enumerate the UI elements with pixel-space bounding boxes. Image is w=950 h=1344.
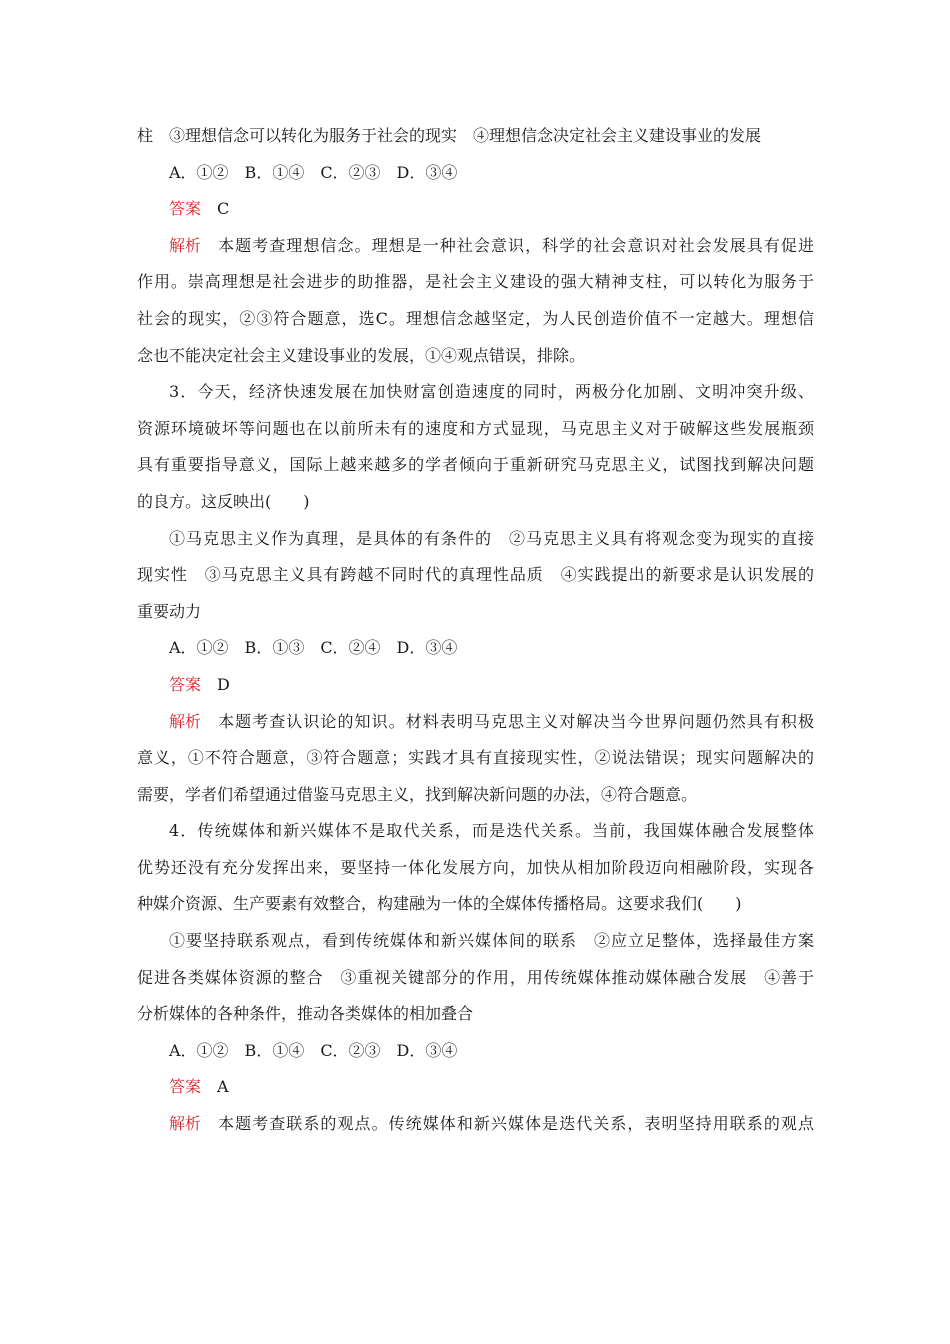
answer-label: 答案 [169, 674, 202, 694]
document-page [137, 118, 814, 1143]
text-line: 分析媒体的各种条件，推动各类媒体的相加叠合 [137, 1004, 474, 1024]
text-line: 促进各类媒体资源的整合 ③重视关键部分的作用，用传统媒体推动媒体融合发展 ④善于 [137, 967, 814, 987]
answer-value: D [217, 674, 230, 694]
text-line: 重要动力 [137, 601, 202, 621]
answer-line [137, 1069, 814, 1106]
analysis-label: 解析 [169, 1114, 202, 1134]
text-line: 现实性 ③马克思主义具有跨越不同时代的真理性品质 ④实践提出的新要求是认识发展的 [137, 565, 814, 585]
analysis-text: 本题考查理想信念。理想是一种社会意识，科学的社会意识对社会发展具有促进 [217, 235, 814, 255]
text-line: 念也不能决定社会主义建设事业的发展，①④观点错误，排除。 [137, 345, 586, 365]
text-line: A．①② B．①④ C．②③ D．③④ [169, 162, 458, 182]
text-line: 种媒介资源、生产要素有效整合，构建融为一体的全媒体传播格局。这要求我们( ) [137, 894, 742, 914]
analysis-line [137, 228, 814, 265]
text-line: ①马克思主义作为真理，是具体的有条件的 ②马克思主义具有将观念变为现实的直接 [169, 528, 814, 548]
text-line: 资源环境破坏等问题也在以前所未有的速度和方式显现，马克思主义对于破解这些发展瓶颈 [137, 418, 814, 438]
answer-value: C [217, 199, 230, 219]
analysis-label: 解析 [169, 711, 202, 731]
analysis-text: 本题考查认识论的知识。材料表明马克思主义对解决当今世界问题仍然具有积极 [217, 711, 814, 731]
answer-value: A [217, 1077, 229, 1097]
text-line: 3．今天，经济快速发展在加快财富创造速度的同时，两极分化加剧、文明冲突升级、 [169, 382, 814, 402]
answer-label: 答案 [169, 1077, 202, 1097]
answer-label: 答案 [169, 199, 202, 219]
text-line: 的良方。这反映出( ) [137, 491, 310, 511]
answer-line [137, 191, 814, 228]
analysis-label: 解析 [169, 235, 202, 255]
text-line: 具有重要指导意义，国际上越来越多的学者倾向于重新研究马克思主义，试图找到解决问题 [137, 455, 814, 475]
text-line: 需要，学者们希望通过借鉴马克思主义，找到解决新问题的办法，④符合题意。 [137, 784, 698, 804]
text-line: 柱 ③理想信念可以转化为服务于社会的现实 ④理想信念决定社会主义建设事业的发展 [137, 126, 762, 145]
text-line: A．①② B．①③ C．②④ D．③④ [169, 638, 458, 658]
text-line: 4．传统媒体和新兴媒体不是取代关系，而是迭代关系。当前，我国媒体融合发展整体 [169, 821, 814, 841]
text-line: 作用。崇高理想是社会进步的助推器，是社会主义建设的强大精神支柱，可以转化为服务于 [137, 272, 814, 292]
analysis-line [137, 704, 814, 741]
answer-line [137, 667, 814, 704]
text-line: A．①② B．①④ C．②③ D．③④ [169, 1040, 458, 1060]
text-line: ①要坚持联系观点，看到传统媒体和新兴媒体间的联系 ②应立足整体，选择最佳方案 [169, 931, 814, 951]
analysis-line [137, 1106, 814, 1143]
text-line: 意义，①不符合题意，③符合题意；实践才具有直接现实性，②说法错误；现实问题解决的 [137, 748, 814, 768]
analysis-text: 本题考查联系的观点。传统媒体和新兴媒体是迭代关系，表明坚持用联系的观点 [217, 1114, 814, 1134]
text-line: 社会的现实，②③符合题意，选C。理想信念越坚定，为人民创造价值不一定越大。理想信 [137, 308, 814, 328]
text-line: 优势还没有充分发挥出来，要坚持一体化发展方向，加快从相加阶段迈向相融阶段，实现各 [137, 857, 814, 877]
